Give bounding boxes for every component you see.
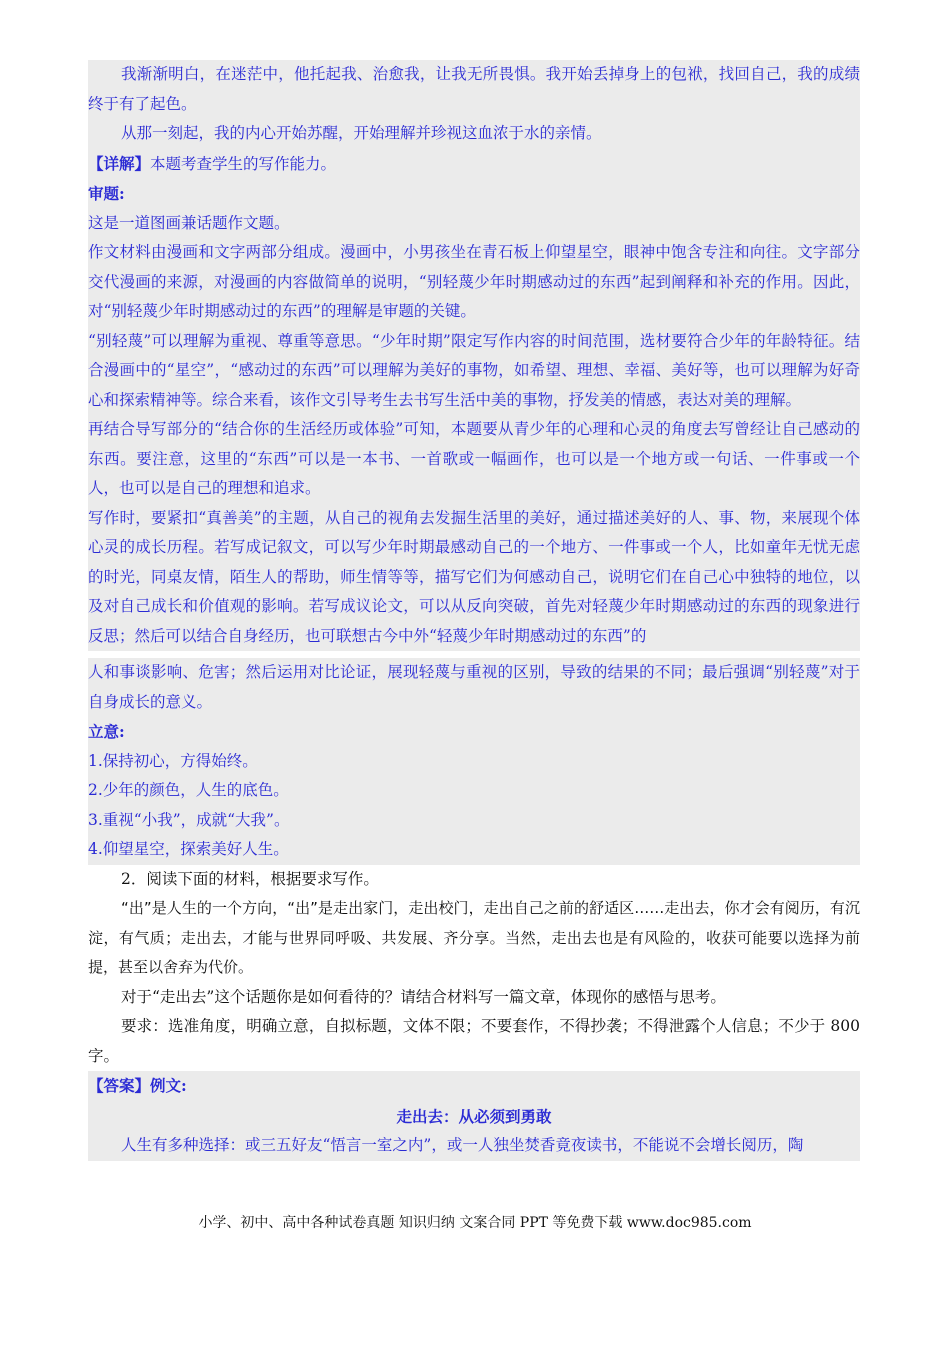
list-item: 3.重视“小我”，成就“大我”。 <box>88 810 290 829</box>
paragraph: 人和事谈影响、危害；然后运用对比论证，展现轻蔑与重视的区别，导致的结果的不同；最后强调“别轻蔑”对于自身成长的意义。 <box>88 663 860 711</box>
essay-first-line: 人生有多种选择：或三五好友“悟言一室之内”，或一人独坐焚香竟夜读书，不能说不会增长阅历，陶 <box>121 1136 804 1154</box>
page-footer: 小学、初中、高中各种试卷真题 知识归纳 文案合同 PPT 等免费下载 www.doc985.com <box>198 1215 752 1231</box>
detail-line <box>88 149 860 180</box>
answer-line <box>88 1071 860 1102</box>
page-break-gap <box>88 651 860 658</box>
question-block <box>88 865 860 1072</box>
answer-block <box>88 1071 860 1161</box>
document-page <box>88 60 860 1161</box>
paragraph: 这是一道图画兼话题作文题。 <box>88 213 290 232</box>
essay-title: 走出去：从必须到勇敢 <box>396 1106 552 1126</box>
answer-label: 【答案】 <box>88 1076 151 1095</box>
list-item: 4.仰望星空，探索美好人生。 <box>88 840 289 858</box>
list-item: 1.保持初心，方得始终。 <box>88 751 258 770</box>
analysis-block-2 <box>88 658 860 865</box>
requirements-text: 要求：选准角度，明确立意，自拟标题，文体不限；不要套作，不得抄袭；不得泄露个人信息；不少于 800 字。 <box>88 1017 860 1065</box>
liyi-heading: 立意: <box>88 722 125 741</box>
paragraph: 从那一刻起，我的内心开始苏醒，开始理解并珍视这血浓于水的亲情。 <box>121 124 602 142</box>
paragraph: 再结合导写部分的“结合你的生活经历或体验”可知，本题要从青少年的心理和心灵的角度去写曾经让自己感动的东西。要注意，这里的“东西”可以是一本书、一首歌或一幅画作，也可以是一个地方或一句话、一件事或一个人，也可以是自己的理想和追求。 <box>88 420 860 497</box>
detail-text: 本题考查学生的写作能力。 <box>150 154 337 173</box>
example-label: 例文: <box>150 1076 187 1095</box>
detail-label: 【详解】 <box>88 153 151 173</box>
analysis-block-1 <box>88 60 860 651</box>
paragraph: 写作时，要紧扣“真善美”的主题，从自己的视角去发掘生活里的美好，通过描述美好的人、事、物，来展现个体心灵的成长历程。若写成记叙文，可以写少年时期最感动自己的一个地方、一件事或一个人，比如童年无忧无虑的时光，同桌友情，陌生人的帮助，师生情等等，描写它们为何感动自己，说明它们在自己心中独特的地位，以及对自己成长和价值观的影响。若写成议论文，可以从反向突破，首先对轻蔑少年时期感动过的东西的现象进行反思；然后可以结合自身经历，也可联想古今中外“轻蔑少年时期感动过的东西”的 <box>88 508 860 645</box>
paragraph: “别轻蔑”可以理解为重视、尊重等意思。“少年时期”限定写作内容的时间范围，选材要符合少年的年龄特征。结合漫画中的“星空”，“感动过的东西”可以理解为美好的事物，如希望、理想、幸福、美好等，也可以理解为好奇心和探索精神等。综合来看，该作文引导考生去书写生活中美的事物，抒发美的情感，表达对美的理解。 <box>88 331 860 409</box>
list-item: 2.少年的颜色，人生的底色。 <box>88 781 289 799</box>
paragraph: 作文材料由漫画和文字两部分组成。漫画中，小男孩坐在青石板上仰望星空，眼神中饱含专注和向往。文字部分交代漫画的来源，对漫画的内容做简单的说明，“别轻蔑少年时期感动过的东西”起到阐释和补充的作用。因此，对“别轻蔑少年时期感动过的东西”的理解是审题的关键。 <box>88 243 860 320</box>
shenti-heading: 审题: <box>88 184 125 203</box>
prompt-text: 对于“走出去”这个话题你是如何看待的？请结合材料写一篇文章，体现你的感悟与思考。 <box>121 987 726 1006</box>
material-text: “出”是人生的一个方向，“出”是走出家门，走出校门，走出自己之前的舒适区……走出去，你才会有阅历，有沉淀，有气质；走出去，才能与世界同呼吸、共发展、齐分享。当然，走出去也是有风险的，收获可能要以选择为前提，甚至以舍弃为代价。 <box>88 899 860 976</box>
paragraph: 我渐渐明白，在迷茫中，他托起我、治愈我，让我无所畏惧。我开始丢掉身上的包袱，找回自己，我的成绩终于有了起色。 <box>88 65 860 113</box>
question-title: 2．阅读下面的材料，根据要求写作。 <box>121 869 379 888</box>
